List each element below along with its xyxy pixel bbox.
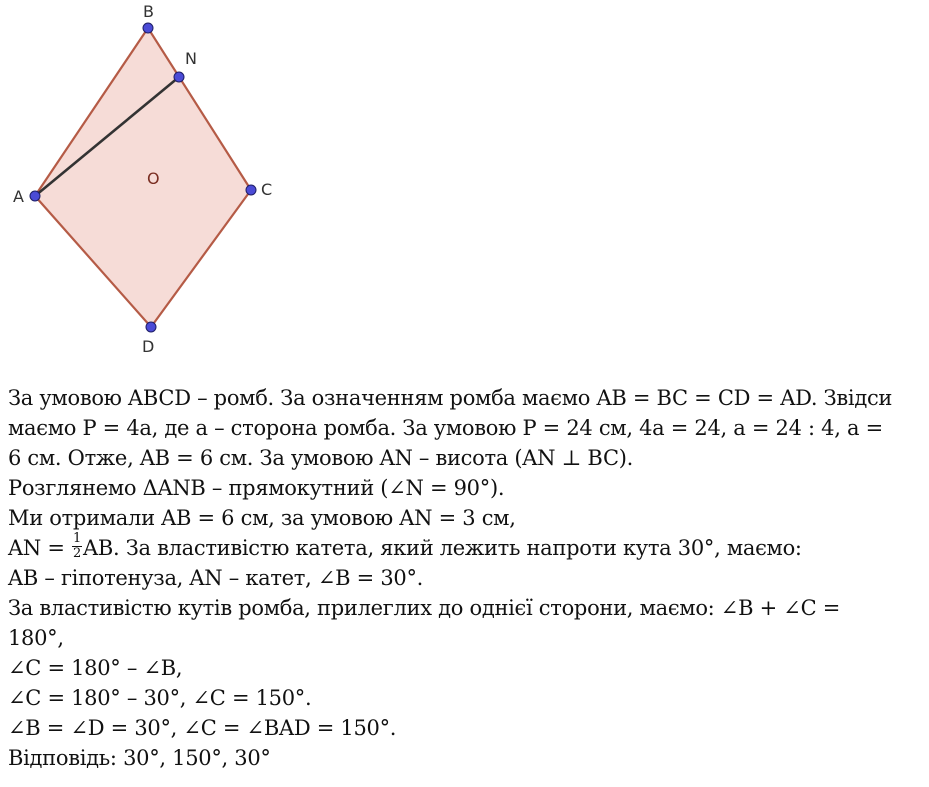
fraction-numerator: 1 [73,531,81,546]
solution-line-10: ∠C = 180° – ∠B, [8,656,183,680]
solution-line-3: 6 см. Отже, AB = 6 см. За умовою AN – висота (AN ⊥ BC). [8,446,633,470]
point-N [174,72,184,82]
label-C: C [261,180,273,199]
fraction-one-half [72,532,82,561]
solution-line-2: маємо P = 4a, де a – сторона ромба. За умовою P = 24 см, 4a = 24, a = 24 : 4, a = [8,416,883,440]
label-O: O [147,169,160,188]
point-B [143,23,153,33]
solution-line-fraction [8,533,923,563]
solution-line-8: За властивістю кутів ромба, прилеглих до однієї сторони, маємо: ∠B + ∠C = [8,596,841,620]
point-A [30,191,40,201]
solution-line-9: 180°, [8,626,64,650]
solution-line-12: ∠B = ∠D = 30°, ∠C = ∠BAD = 150°. [8,716,397,740]
label-N: N [185,49,197,68]
fraction-denominator: 2 [73,546,81,561]
label-B: B [143,2,154,21]
answer-line: Відповідь: 30°, 150°, 30° [8,746,271,770]
solution-line-4: Розглянемо ΔANB – прямокутний (∠N = 90°). [8,476,505,500]
solution-text [8,383,923,773]
solution-line-11: ∠C = 180° – 30°, ∠C = 150°. [8,686,312,710]
fraction-prefix: AN = [8,536,71,560]
label-D: D [142,337,155,356]
rhombus-ABCD [35,28,251,327]
label-A: A [13,187,24,206]
point-D [146,322,156,332]
point-C [246,185,256,195]
solution-line-1: За умовою ABCD – ромб. За означенням ромба маємо AB = BC = CD = AD. Звідси [8,386,893,410]
fraction-suffix: AB. За властивістю катета, який лежить напроти кута 30°, маємо: [82,536,802,560]
solution-line-7: AB – гіпотенуза, AN – катет, ∠B = 30°. [8,566,424,590]
rhombus-figure [0,0,300,360]
solution-line-5: Ми отримали AB = 6 см, за умовою AN = 3 см, [8,506,516,530]
